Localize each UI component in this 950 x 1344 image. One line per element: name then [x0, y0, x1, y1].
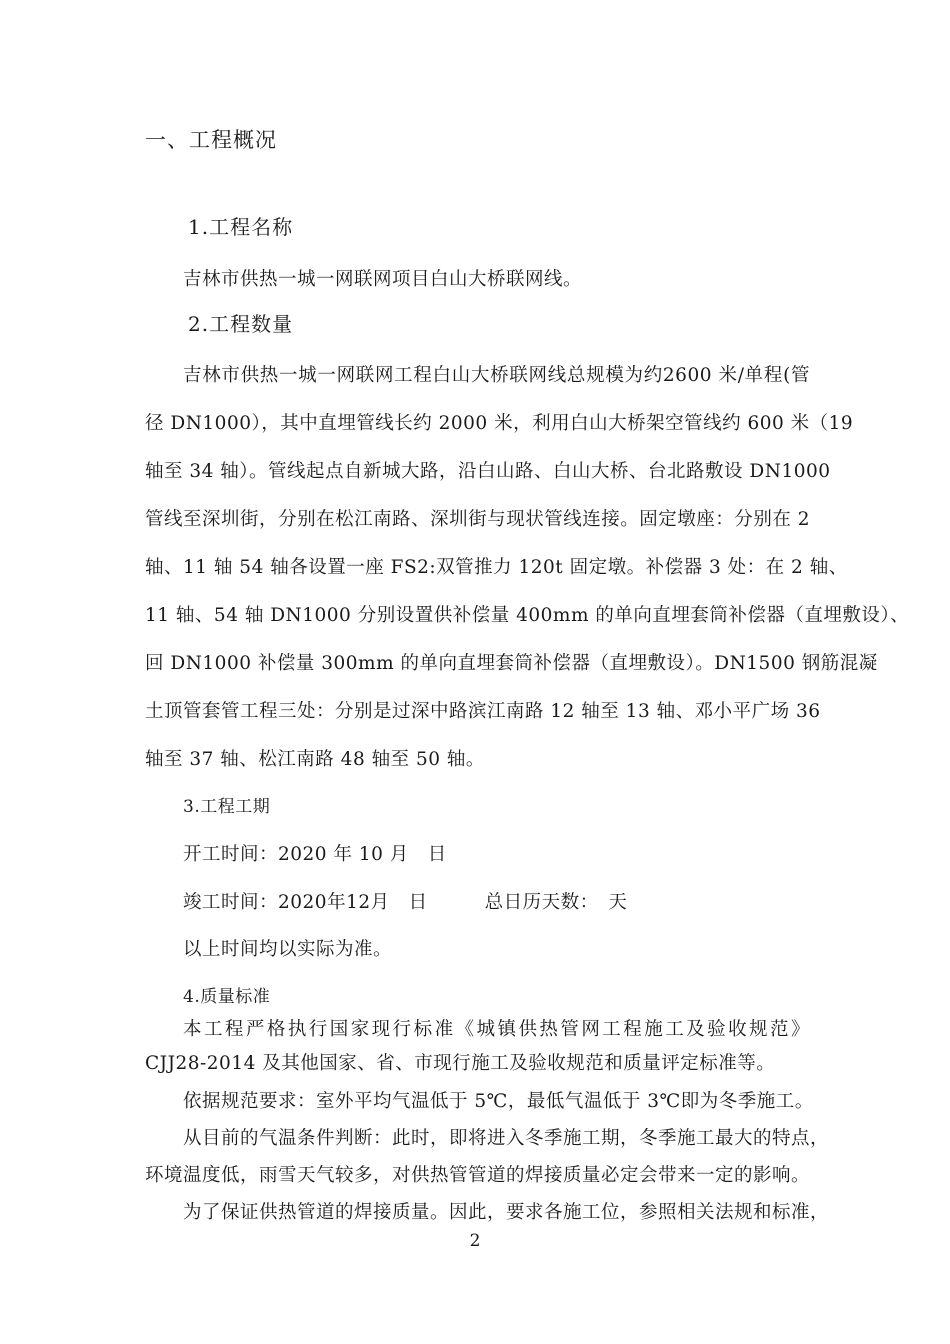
- project-name-text: 吉林市供热一城一网联网项目白山大桥联网线。: [183, 269, 583, 290]
- quantity-line: 管线至深圳街，分别在松江南路、深圳街与现状管线连接。固定墩座：分别在 2: [145, 509, 810, 530]
- quality-line: 本工程严格执行国家现行标准《城镇供热管网工程施工及验收规范》: [183, 1019, 810, 1040]
- quantity-line: 径 DN1000），其中直埋管线长约 2000 米，利用白山大桥架空管线约 600 米（19: [145, 413, 854, 434]
- quantity-line: 回 DN1000 补偿量 300mm 的单向直埋套筒补偿器（直埋敷设）。DN1500 钢筋混凝: [145, 653, 878, 674]
- heading-project-schedule: 3.工程工期: [183, 797, 271, 817]
- heading-quality-standard: 4.质量标准: [183, 987, 271, 1007]
- quality-line: 为了保证供热管道的焊接质量。因此，要求各施工位，参照相关法规和标准，: [183, 1202, 830, 1223]
- quality-line: 依据规范要求：室外平均气温低于 5℃，最低气温低于 3℃即为冬季施工。: [183, 1091, 814, 1112]
- quantity-line: 11 轴、54 轴 DN1000 分别设置供补偿量 400mm 的单向直埋套筒补偿器（直埋敷设）、: [145, 605, 910, 626]
- quantity-line: 轴、11 轴 54 轴各设置一座 FS2:双管推力 120t 固定墩。补偿器 3 处：在 2 轴、: [145, 557, 848, 578]
- schedule-note: 以上时间均以实际为准。: [183, 939, 393, 960]
- quality-line: 环境温度低，雨雪天气较多，对供热管管道的焊接质量必定会带来一定的影响。: [145, 1165, 811, 1186]
- quality-line: 从目前的气温条件判断：此时，即将进入冬季施工期，冬季施工最大的特点，: [183, 1128, 830, 1149]
- page-number: 2: [469, 1231, 481, 1251]
- quantity-line: 吉林市供热一城一网联网工程白山大桥联网线总规模为约2600 米/单程(管: [183, 365, 810, 386]
- heading-project-quantity: 2.工程数量: [188, 312, 294, 336]
- quantity-line: 轴至 37 轴、松江南路 48 轴至 50 轴。: [145, 749, 485, 770]
- end-date: 竣工时间：2020年12月 日 总日历天数： 天: [183, 892, 628, 913]
- quantity-line: 土顶管套管工程三处：分别是过深中路滨江南路 12 轴至 13 轴、邓小平广场 36: [145, 701, 821, 722]
- section-title: 一、工程概况: [145, 128, 277, 152]
- quantity-line: 轴至 34 轴）。管线起点自新城大路，沿白山路、白山大桥、台北路敷设 DN1000: [145, 461, 831, 482]
- heading-project-name: 1.工程名称: [188, 215, 294, 239]
- quality-line: CJJ28-2014 及其他国家、省、市现行施工及验收规范和质量评定标准等。: [145, 1053, 776, 1074]
- start-date: 开工时间：2020 年 10 月 日: [183, 844, 447, 865]
